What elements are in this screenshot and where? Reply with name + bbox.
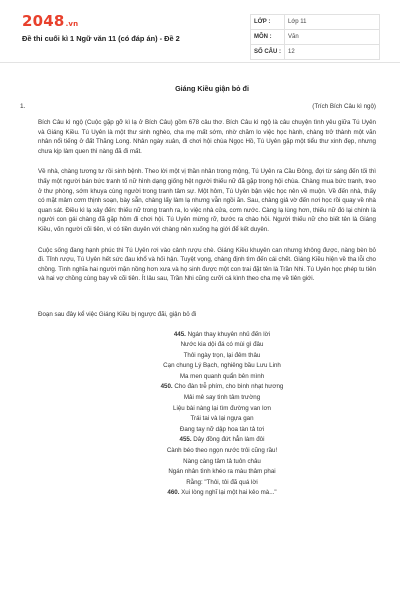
passage-paragraph: Cuộc sống đang hạnh phúc thì Tú Uyên rơi vào cảnh rượu chè. Giáng Kiều khuyên can nhưng không được, nàng bèn bỏ đi. Tỉnh rượu, Tú Uyên hết sức đau khổ và hối hận. Tuyệt vọng, chàng định tìm đến cái chết. Giáng Kiều hiện về tha lỗi cho chồng. Tình nghĩa hai người mặn nồng hơn xưa và họ sinh được một con trai đặt tên là Trần Nhi. Tú Uyên học phép tu tiên và hai vợ chồng cùng bay về cõi tiên. Ít lâu sau, Trần Nhi cũng cưỡi cá kình theo cha mẹ về tiên giới.: [38, 246, 376, 283]
line-text: Cho đàn trễ phím, cho bình nhạt hương: [172, 383, 284, 391]
document-header: [0, 0, 400, 63]
site-logo[interactable]: [22, 12, 78, 30]
passage-paragraph: Bích Câu kì ngộ (Cuộc gặp gỡ kì lạ ở Bích Câu) gồm 678 câu thơ. Bích Câu kì ngộ là câu chuyện tình yêu giữa Tú Uyên và Giáng Kiều. Tú Uyên là một thư sinh nghèo, cha mẹ mất sớm, nhờ chăm lo việc học hành, chàng trở thành một văn nhân nổi tiếng ở đất Thăng Long. Nhân ngày xuân, đi chơi hội chùa Ngọc Hồ, Tú Uyên gặp một tiểu thư xinh đẹp, nhưng chưa kịp làm quen thì nàng đã đi mất.: [38, 119, 376, 155]
info-row-count: [251, 45, 379, 59]
poem-line: [68, 372, 376, 383]
poem-line: [68, 457, 376, 468]
poem-line: [68, 425, 376, 436]
exam-info-table: [250, 14, 380, 60]
poem-excerpt: [38, 330, 376, 500]
page-title: Đề thi cuối kì 1 Ngữ văn 11 (có đáp án) - Đề 2: [22, 34, 180, 43]
line-number: 445.: [173, 330, 186, 338]
line-text: Dây đồng đứt hẳn làm đôi: [191, 436, 265, 444]
poem-line: [68, 393, 376, 404]
passage-title: Giáng Kiều giận bỏ đi: [175, 84, 249, 93]
line-text: Cành béo theo ngọn nước trôi cũng rầu!: [166, 447, 278, 455]
poem-line: [68, 382, 376, 393]
line-text: Thôi ngày trọn, lại đêm thâu: [183, 351, 261, 359]
info-value: Văn: [288, 34, 299, 40]
line-number: 450.: [160, 383, 173, 391]
line-number: 460.: [167, 489, 180, 497]
poem-line: [68, 330, 376, 341]
line-text: Nàng càng tâm tả tuôn châu: [183, 457, 261, 465]
line-text: Rằng: "Thôi, tôi đã quá lời: [186, 478, 258, 486]
line-text: Ngán thay khuyên nhủ đến lời: [185, 330, 271, 338]
poem-line: [68, 414, 376, 425]
line-text: Nước kia dội đá có mùi gì đâu: [180, 341, 264, 349]
line-text: Cạn chung Lý Bạch, nghiêng bầu Lưu Linh: [163, 362, 281, 370]
question-number: 1.: [20, 103, 26, 110]
line-text: Trái tai và lại ngựa gan: [190, 415, 254, 423]
question-content: [0, 84, 400, 499]
poem-line: [68, 404, 376, 415]
line-text: Liệu bài nàng lại tìm đường van lơn: [173, 404, 271, 412]
poem-line: [68, 435, 376, 446]
excerpt-intro: Đoạn sau đây kể việc Giáng Kiều bị ngược đãi, giận bỏ đi: [38, 310, 197, 318]
poem-line: [68, 488, 376, 499]
poem-line: [68, 351, 376, 362]
poem-line: [68, 361, 376, 372]
poem-line: [68, 446, 376, 457]
passage-paragraph: Về nhà, chàng tương tư rồi sinh bệnh. Theo lời một vị thần nhân trong mộng, Tú Uyên ra Cầu Đông, đợi từ sáng đến tối thì thấy một người bán bức tranh tố nữ hình dạng giống hệt người thiếu nữ đã gặp trong hội chùa. Chàng mua bức tranh, treo ở thư phòng, sớm khuya cùng người trong tranh tâm sự. Một hôm, Tú Uyên bận việc học nên về muộn. Về đến nhà, thấy có mặt mâm cơm thịnh soạn, bày sẵn, chàng lấy làm lạ nhưng vẫn ngồi ăn. Sau, chàng giả vờ đến nơi học rồi quay về nhà quan sát. Điều kì lạ xảy đến: thiếu nữ trong tranh ra, lo việc nhà cửa, cơm nước. Càng lạ lùng hơn, thiếu nữ đó lại chính là người con gái chàng đã gặp hôm đi chơi hội. Tú Uyên mừng rỡ, bước ra chào hỏi. Người thiếu nữ cho biết tên là Giáng Kiều, vốn người cõi tiên, vì có tiền duyên với chàng nên xuống hạ giới để kết duyên.: [38, 168, 376, 233]
info-key: LỚP :: [251, 15, 285, 29]
brand-name: 2048: [22, 12, 65, 30]
info-value: 12: [288, 49, 295, 55]
poem-line: [68, 467, 376, 478]
line-text: Mải mê say tình tâm trường: [183, 394, 261, 402]
poem-line: [68, 478, 376, 489]
info-key: MÔN :: [251, 30, 285, 44]
info-key: SỐ CÂU :: [251, 45, 285, 59]
info-value: Lớp 11: [288, 19, 307, 25]
line-number: 455.: [179, 436, 192, 444]
passage-source: (Trích Bích Câu kì ngộ): [312, 103, 376, 110]
line-text: Ngán nhân tình khéo ra màu thâm phai: [168, 468, 276, 476]
brand-suffix: .vn: [65, 20, 79, 28]
info-row-grade: [251, 15, 379, 30]
poem-line: [68, 340, 376, 351]
info-row-subject: [251, 30, 379, 45]
line-text: Xui lòng nghĩ lại một hai kẻo mà...": [179, 489, 277, 497]
line-text: Ma men quanh quẩn bên mình: [179, 372, 265, 380]
line-text: Đang tay nỡ dập hoa tàn tả tơi: [179, 425, 265, 433]
